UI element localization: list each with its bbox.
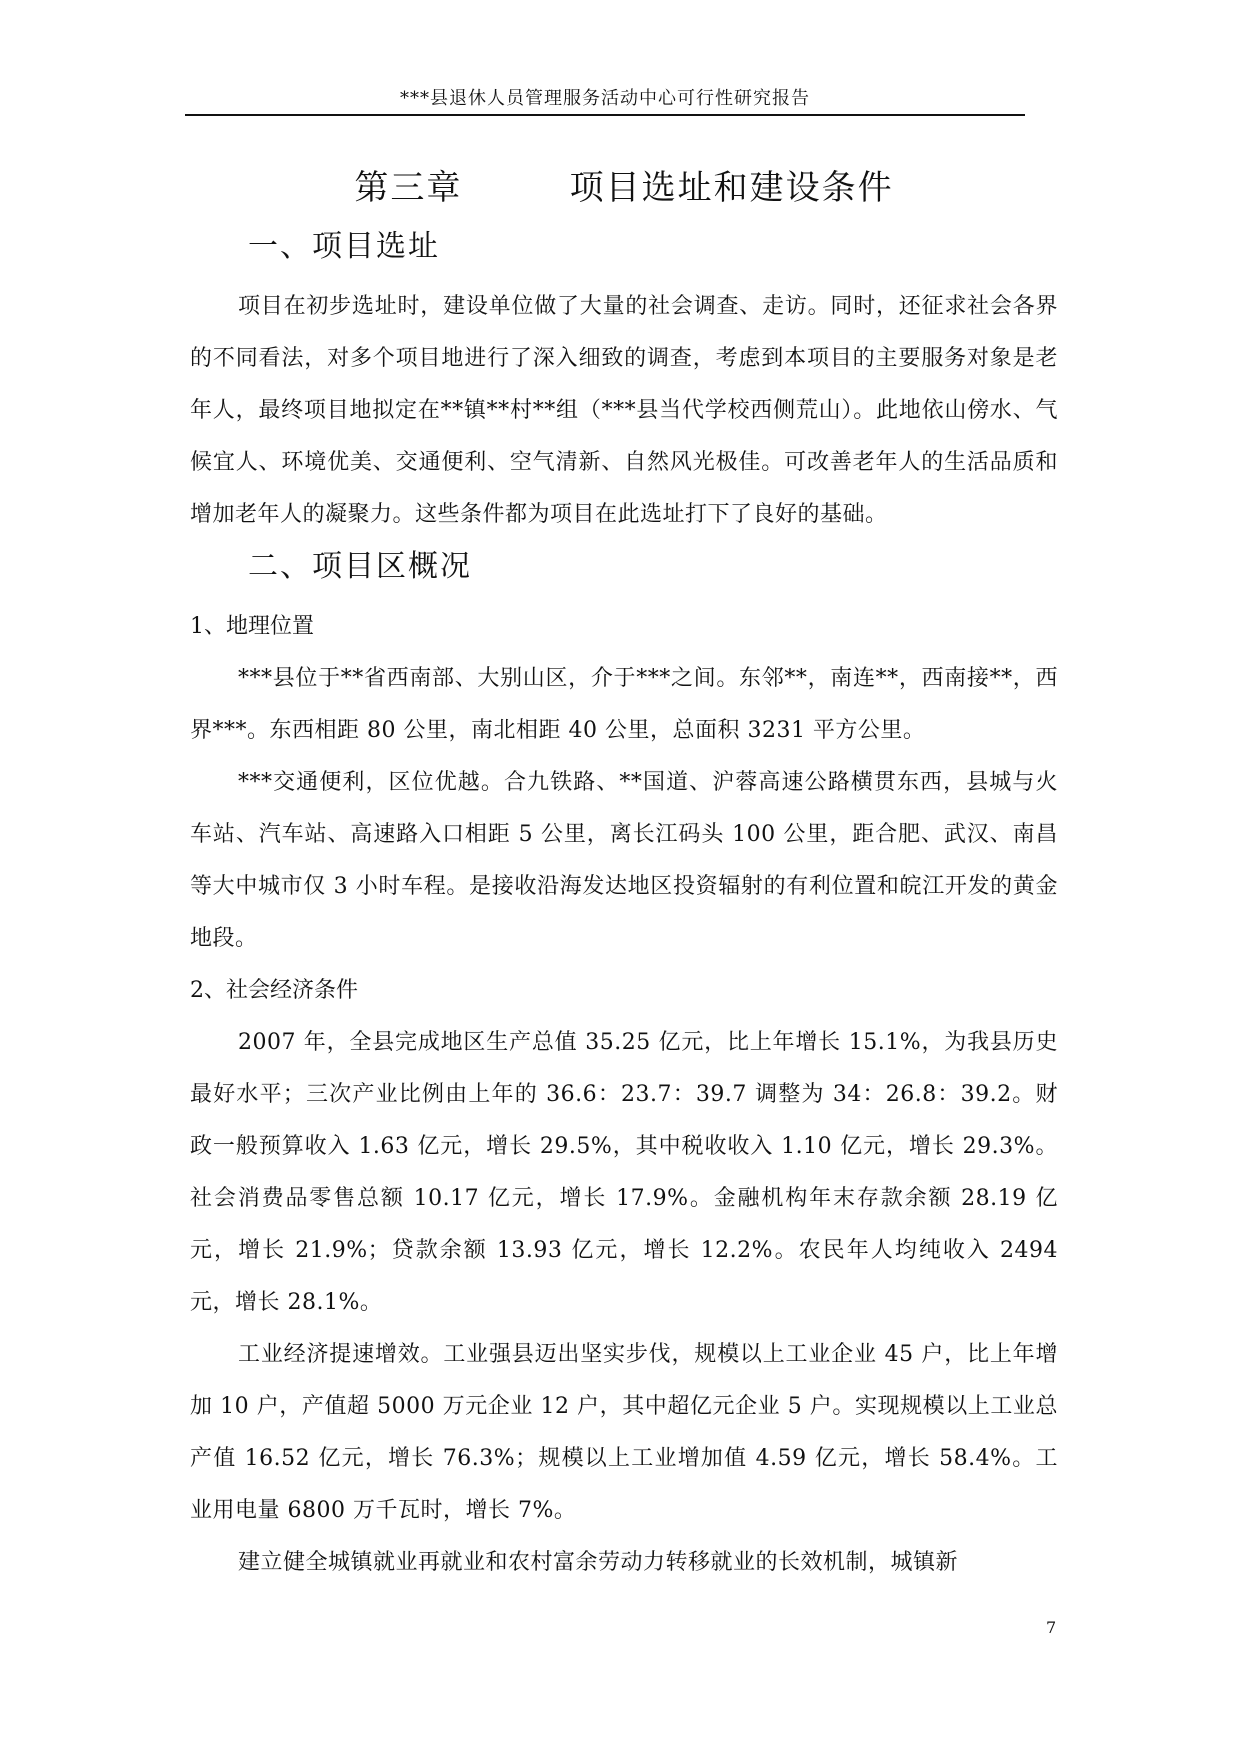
- paragraph-industry: 工业经济提速增效。工业强县迈出坚实步伐，规模以上工业企业 45 户，比上年增加 10 户，产值超 5000 万元企业 12 户，其中超亿元企业 5 户。实现规模以上工业总产值 16.52 亿元，增长 76.3%；规模以上工业增加值 4.59 亿元，增长 58.4%。工业用电量 6800 万千瓦时，增长 7%。: [190, 1342, 1058, 1523]
- section-title-site-selection: 一、项目选址: [248, 229, 440, 264]
- paragraph-geography-transport: ***交通便利，区位优越。合九铁路、**国道、沪蓉高速公路横贯东西，县城与火车站、汽车站、高速路入口相距 5 公里，离长江码头 100 公里，距合肥、武汉、南昌等大中城市仅 3 小时车程。是接收沿海发达地区投资辐射的有利位置和皖江开发的黄金地段。: [190, 770, 1058, 951]
- subsection-geography: 1、地理位置: [190, 614, 314, 639]
- page-number: 7: [1046, 1618, 1057, 1637]
- subsection-socio-economic: 2、社会经济条件: [190, 978, 358, 1003]
- header-rule: [185, 114, 1025, 116]
- paragraph-economy-2007: 2007 年，全县完成地区生产总值 35.25 亿元，比上年增长 15.1%，为我县历史最好水平；三次产业比例由上年的 36.6：23.7：39.7 调整为 34：26.8：39.2。财政一般预算收入 1.63 亿元，增长 29.5%，其中税收收入 1.10 亿元，增长 29.3%。社会消费品零售总额 10.17 亿元，增长 17.9%。金融机构年末存款余额 28.19 亿元，增长 21.9%；贷款余额 13.93 亿元，增长 12.2%。农民年人均纯收入 2494 元，增长 28.1%。: [190, 1030, 1058, 1315]
- running-header: ***县退休人员管理服务活动中心可行性研究报告: [400, 88, 810, 109]
- chapter-title: 第三章 项目选址和建设条件: [354, 168, 894, 208]
- paragraph-site-selection: 项目在初步选址时，建设单位做了大量的社会调查、走访。同时，还征求社会各界的不同看法，对多个项目地进行了深入细致的调查，考虑到本项目的主要服务对象是老年人，最终项目地拟定在**镇**村**组（***县当代学校西侧荒山）。此地依山傍水、气候宜人、环境优美、交通便利、空气清新、自然风光极佳。可改善老年人的生活品质和增加老年人的凝聚力。这些条件都为项目在此选址打下了良好的基础。: [190, 294, 1058, 527]
- paragraph-employment: 建立健全城镇就业再就业和农村富余劳动力转移就业的长效机制，城镇新: [238, 1550, 959, 1575]
- page-content: [190, 150, 1058, 1589]
- section-title-area-overview: 二、项目区概况: [248, 549, 472, 584]
- paragraph-geography-location: ***县位于**省西南部、大别山区，介于***之间。东邻**，南连**，西南接**，西界***。东西相距 80 公里，南北相距 40 公里，总面积 3231 平方公里。: [190, 666, 1058, 743]
